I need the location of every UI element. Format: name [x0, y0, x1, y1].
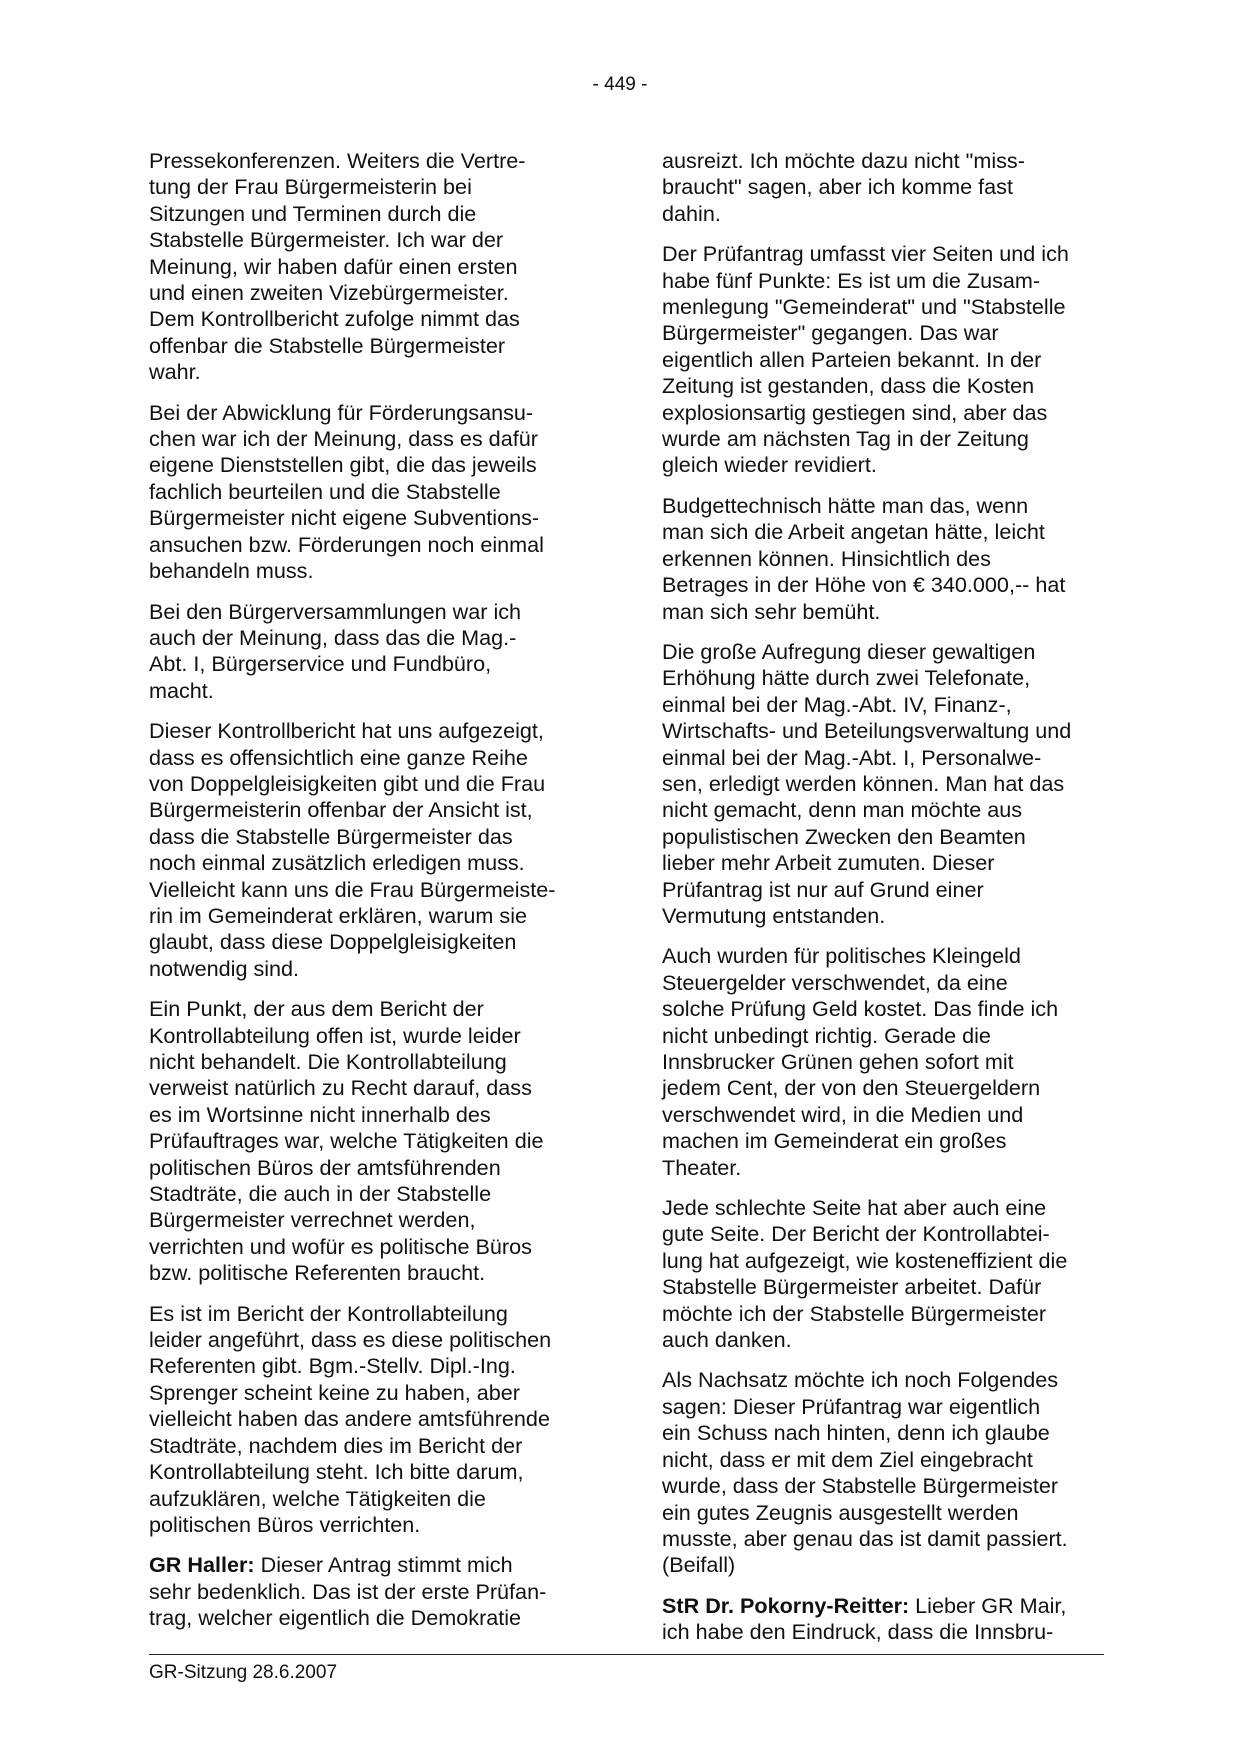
paragraph: Ein Punkt, der aus dem Bericht der Kontrollabteilung offen ist, wurde leider nicht behandelt. Die Kontrollabteilung verweist natürlich zu Recht darauf, dass es im Wortsinne nicht innerhalb des Prüfauftrages war, welche Tätigkeiten die politischen Büros der amtsführenden Stadträte, die auch in der Stabstelle Bürgermeister verrechnet werden, verrichten und wofür es politische Büros bzw. politische Referenten braucht.: [149, 996, 544, 1286]
paragraph: Auch wurden für politisches Kleingeld Steuergelder verschwendet, da eine solche Prüfung Geld kostet. Das finde ich nicht unbedingt richtig. Gerade die Innsbrucker Grünen gehen sofort mit jedem Cent, der von den Steuergeldern verschwendet wird, in die Medien und machen im Gemeinderat ein großes Theater.: [662, 943, 1059, 1180]
speech-text: Lieber GR Mair, ich habe den Eindruck, dass die Innsbru-: [662, 1592, 1067, 1645]
paragraph: ausreizt. Ich möchte dazu nicht "miss- braucht" sagen, aber ich komme fast dahin.: [662, 148, 1025, 226]
paragraph: Der Prüfantrag umfasst vier Seiten und ich habe fünf Punkte: Es ist um die Zusam- menlegung "Gemeinderat" und "Stabstelle Bürgermeister" gegangen. Das war eigentlich allen Parteien bekannt. In der Zeitung ist gestanden, dass die Kosten explosionsartig gestiegen sind, aber das wurde am nächsten Tag in der Zeitung gleich wieder revidiert.: [662, 241, 1069, 478]
paragraph: Budgettechnisch hätte man das, wenn man sich die Arbeit angetan hätte, leicht erkennen können. Hinsichtlich des Betrages in der Höhe von € 340.000,-- hat man sich sehr bemüht.: [662, 492, 1066, 624]
paragraph: Die große Aufregung dieser gewaltigen Erhöhung hätte durch zwei Telefonate, einmal bei der Mag.-Abt. IV, Finanz-, Wirtschafts- und Beteilungsverwaltung und einmal bei der Mag.-Abt. I, Personalwe- sen, erledigt werden können. Man hat das nicht gemacht, denn man möchte aus populistischen Zwecken den Beamten lieber mehr Arbeit zumuten. Dieser Prüfantrag ist nur auf Grund einer Vermutung entstanden.: [662, 638, 1072, 928]
footer-divider: [149, 1654, 1104, 1655]
right-column: [662, 148, 1102, 1660]
footer-session-date: GR-Sitzung 28.6.2007: [149, 1662, 338, 1683]
speech-text: Dieser Antrag stimmt mich sehr bedenklich. Das ist der erste Prüfan- trag, welcher eigentlich die Demokratie: [149, 1552, 547, 1631]
paragraph: Dieser Kontrollbericht hat uns aufgezeigt, dass es offensichtlich eine ganze Reihe von Doppelgleisigkeiten gibt und die Frau Bürgermeisterin offenbar der Ansicht ist, dass die Stabstelle Bürgermeister das noch einmal zusätzlich erledigen muss. Vielleicht kann uns die Frau Bürgermeiste- rin im Gemeinderat erklären, warum sie glaubt, dass diese Doppelgleisigkeiten notwendig sind.: [149, 718, 556, 981]
speaker-name: GR Haller:: [149, 1552, 255, 1578]
page-number: - 449 -: [592, 74, 648, 95]
speaker-name: StR Dr. Pokorny-Reitter:: [662, 1592, 910, 1618]
left-column: [149, 148, 589, 1646]
paragraph: Pressekonferenzen. Weiters die Vertre- tung der Frau Bürgermeisterin bei Sitzungen und Terminen durch die Stabstelle Bürgermeister. Ich war der Meinung, wir haben dafür einen ersten und einen zweiten Vizebürgermeister. Dem Kontrollbericht zufolge nimmt das offenbar die Stabstelle Bürgermeister wahr.: [149, 148, 526, 385]
paragraph: Als Nachsatz möchte ich noch Folgendes sagen: Dieser Prüfantrag war eigentlich ein Schuss nach hinten, denn ich glaube nicht, dass er mit dem Ziel eingebracht wurde, dass der Stabstelle Bürgermeister ein gutes Zeugnis ausgestellt werden musste, aber genau das ist damit passiert. (Beifall): [662, 1367, 1068, 1578]
paragraph: Bei der Abwicklung für Förderungsansu- chen war ich der Meinung, dass es dafür eigene Dienststellen gibt, die das jeweils fachlich beurteilen und die Stabstelle Bürgermeister nicht eigene Subventions- ansuchen bzw. Förderungen noch einmal behandeln muss.: [149, 399, 544, 584]
paragraph: Bei den Bürgerversammlungen war ich auch der Meinung, dass das die Mag.- Abt. I, Bürgerservice und Fundbüro, macht.: [149, 598, 522, 703]
speaker-paragraph: [662, 1593, 1102, 1646]
paragraph: Jede schlechte Seite hat aber auch eine gute Seite. Der Bericht der Kontrollabtei- lung hat aufgezeigt, wie kosteneffizient die Stabstelle Bürgermeister arbeitet. Dafür möchte ich der Stabstelle Bürgermeister auch danken.: [662, 1195, 1068, 1353]
paragraph: Es ist im Bericht der Kontrollabteilung leider angeführt, dass es diese politischen Referenten gibt. Bgm.-Stellv. Dipl.-Ing. Sprenger scheint keine zu haben, aber vielleicht haben das andere amtsführende Stadträte, nachdem dies im Bericht der Kontrollabteilung steht. Ich bitte darum, aufzuklären, welche Tätigkeiten die politischen Büros verrichten.: [149, 1300, 552, 1537]
speaker-paragraph: [149, 1552, 589, 1631]
